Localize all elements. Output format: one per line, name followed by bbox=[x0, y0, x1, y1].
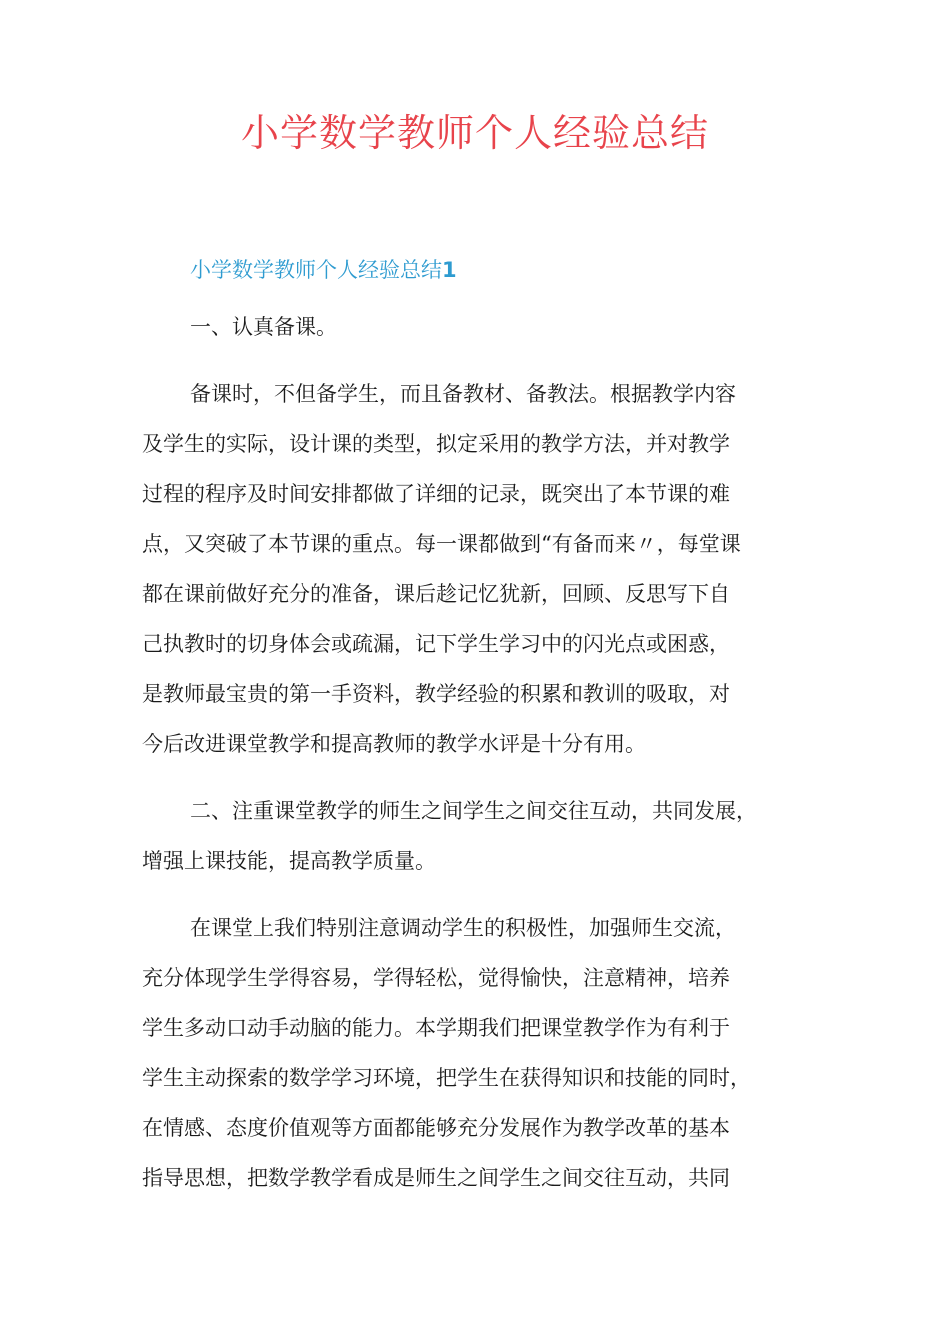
paragraph-line: 点，又突破了本节课的重点。每一课都做到“有备而来〃，每堂课 bbox=[142, 532, 741, 556]
subheading-prepare-lessons: 一、认真备课。 bbox=[190, 315, 337, 339]
paragraph-line: 都在课前做好充分的准备，课后趁记忆犹新，回顾、反思写下自 bbox=[142, 582, 730, 606]
paragraph-line: 今后改进课堂教学和提高教师的教学水评是十分有用。 bbox=[142, 732, 646, 756]
paragraph-line: 备课时，不但备学生，而且备教材、备教法。根据教学内容 bbox=[190, 382, 736, 406]
section-heading bbox=[190, 255, 457, 285]
paragraph-line: 学生多动口动手动脑的能力。本学期我们把课堂教学作为有利于 bbox=[142, 1016, 730, 1040]
paragraph-line: 过程的程序及时间安排都做了详细的记录，既突出了本节课的难 bbox=[142, 482, 730, 506]
paragraph-line: 己执教时的切身体会或疏漏，记下学生学习中的闪光点或困惑， bbox=[142, 632, 730, 656]
subheading-classroom-interaction-cont: 增强上课技能，提高教学质量。 bbox=[142, 849, 436, 873]
paragraph-line: 在课堂上我们特别注意调动学生的积极性，加强师生交流， bbox=[190, 916, 736, 940]
paragraph-line: 学生主动探索的数学学习环境，把学生在获得知识和技能的同时， bbox=[142, 1066, 751, 1090]
subheading-classroom-interaction: 二、注重课堂教学的师生之间学生之间交往互动，共同发展， bbox=[190, 799, 757, 823]
paragraph-line: 指导思想，把数学教学看成是师生之间学生之间交往互动，共同 bbox=[142, 1166, 730, 1190]
paragraph-line: 是教师最宝贵的第一手资料，教学经验的积累和教训的吸取，对 bbox=[142, 682, 730, 706]
document-title: 小学数学教师个人经验总结 bbox=[240, 111, 709, 155]
paragraph-line: 充分体现学生学得容易，学得轻松，觉得愉快，注意精神，培养 bbox=[142, 966, 730, 990]
paragraph-line: 在情感、态度价值观等方面都能够充分发展作为教学改革的基本 bbox=[142, 1116, 730, 1140]
paragraph-line: 及学生的实际，设计课的类型，拟定采用的教学方法，并对教学 bbox=[142, 432, 730, 456]
section-heading-number: 1 bbox=[442, 258, 457, 282]
section-heading-text: 小学数学教师个人经验总结 bbox=[190, 258, 442, 282]
